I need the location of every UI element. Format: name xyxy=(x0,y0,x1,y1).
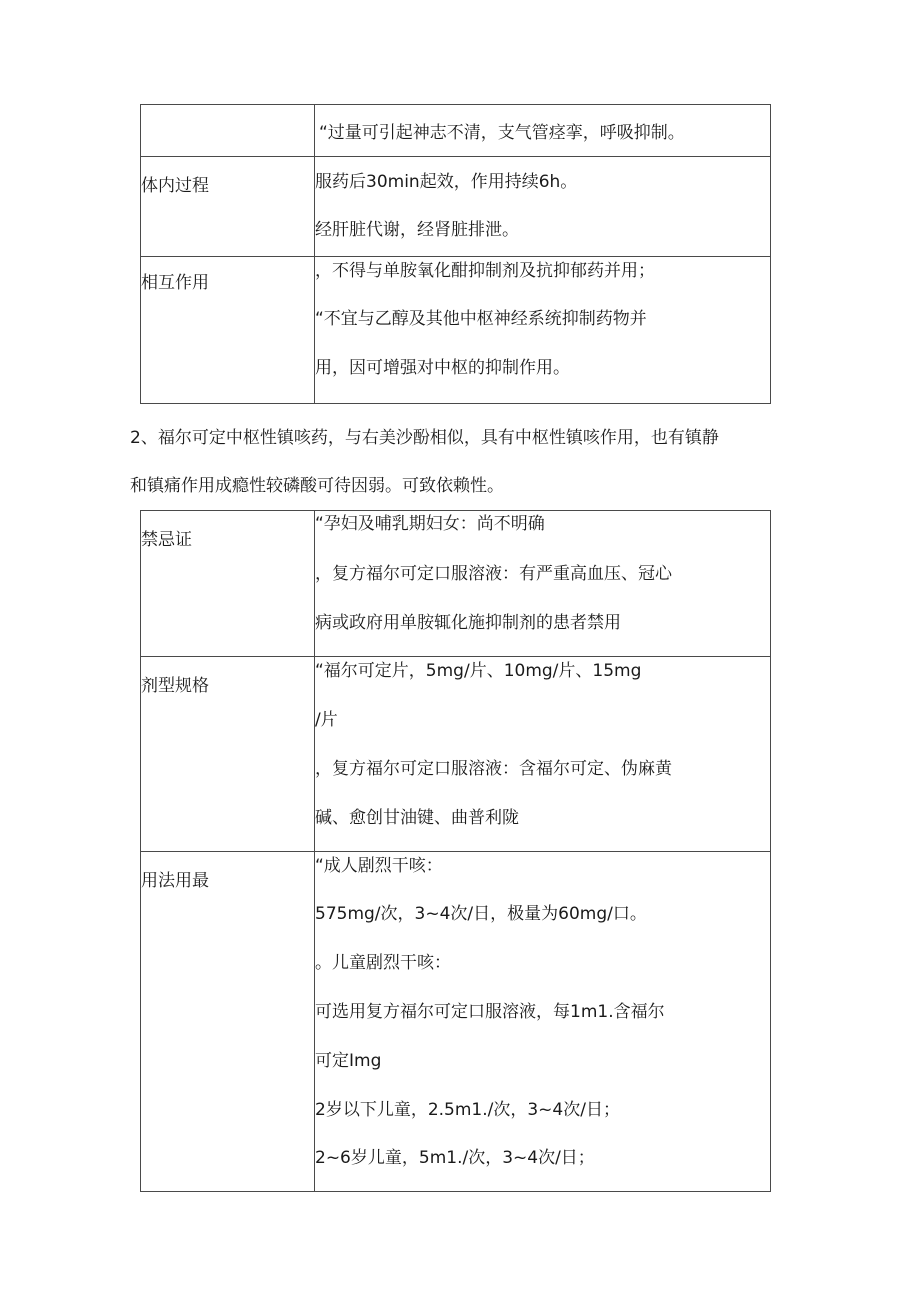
cell-text: 。儿童剧烈干咳： xyxy=(315,953,451,973)
cell-text: /片 xyxy=(315,710,338,730)
cell-text: 用，因可增强对中枢的抑制作用。 xyxy=(315,358,570,378)
row-label: 禁忌证 xyxy=(141,530,192,550)
cell-text: 经肝脏代谢，经肾脏排泄。 xyxy=(315,220,519,240)
row-label-cell xyxy=(141,852,315,1192)
row-value-cell xyxy=(315,105,771,157)
cell-text: “不宜与乙醇及其他中枢神经系统抑制药物并 xyxy=(315,309,647,329)
cell-text: “孕妇及哺乳期妇女：尚不明确 xyxy=(315,514,545,534)
cell-text: 2~6岁儿童，5m1./次，3~4次/日； xyxy=(315,1148,595,1168)
cell-text: 病或政府用单胺辄化施抑制剂的患者禁用 xyxy=(315,613,621,633)
cell-text: “过量可引起神志不清，支气管痉挛，呼吸抑制。 xyxy=(319,123,685,143)
row-label-cell xyxy=(141,157,315,257)
paragraph-line: 和镇痛作用成瘾性较磷酸可待因弱。可致依赖性。 xyxy=(130,476,504,496)
drug-info-table-2 xyxy=(140,510,771,1192)
cell-text: ，复方福尔可定口服溶液：含福尔可定、伪麻黄 xyxy=(315,759,672,779)
cell-text: 2岁以下儿童，2.5m1./次，3~4次/日； xyxy=(315,1100,620,1120)
table-row xyxy=(141,257,771,404)
row-value-cell xyxy=(315,852,771,1192)
row-label: 相互作用 xyxy=(141,273,209,293)
row-value-cell xyxy=(315,657,771,852)
row-label-cell xyxy=(141,511,315,657)
drug-info-table-1 xyxy=(140,104,771,404)
cell-text: “成人剧烈干咳： xyxy=(315,856,443,876)
cell-text: ，不得与单胺氧化酣抑制剂及抗抑郁药并用； xyxy=(315,261,655,281)
row-label-cell xyxy=(141,657,315,852)
paragraph-line: 2、福尔可定中枢性镇咳药，与右美沙酚相似，具有中枢性镇咳作用，也有镇静 xyxy=(130,428,719,448)
row-value-cell xyxy=(315,511,771,657)
row-label: 体内过程 xyxy=(141,176,209,196)
table-row xyxy=(141,105,771,157)
cell-text: 服药后30min起效，作用持续6h。 xyxy=(315,172,578,192)
cell-text: 575mg∕次，3~4次/日，极量为60mg∕口。 xyxy=(315,904,647,924)
table-row xyxy=(141,657,771,852)
cell-text: 可定Img xyxy=(315,1051,382,1071)
row-label: 用法用最 xyxy=(141,871,209,891)
row-label: 剂型规格 xyxy=(141,676,209,696)
cell-text: 可选用复方福尔可定口服溶液，每1m1.含福尔 xyxy=(315,1002,665,1022)
cell-text: “福尔可定片，5mg∕片、10mg∕片、15mg xyxy=(315,661,642,681)
cell-text: ，复方福尔可定口服溶液：有严重高血压、冠心 xyxy=(315,564,672,584)
cell-text: 碱、愈创甘油键、曲普利陇 xyxy=(315,808,519,828)
row-label-cell xyxy=(141,105,315,157)
table-row xyxy=(141,157,771,257)
row-value-cell xyxy=(315,257,771,404)
table-row xyxy=(141,511,771,657)
table-row xyxy=(141,852,771,1192)
row-value-cell xyxy=(315,157,771,257)
row-label-cell xyxy=(141,257,315,404)
